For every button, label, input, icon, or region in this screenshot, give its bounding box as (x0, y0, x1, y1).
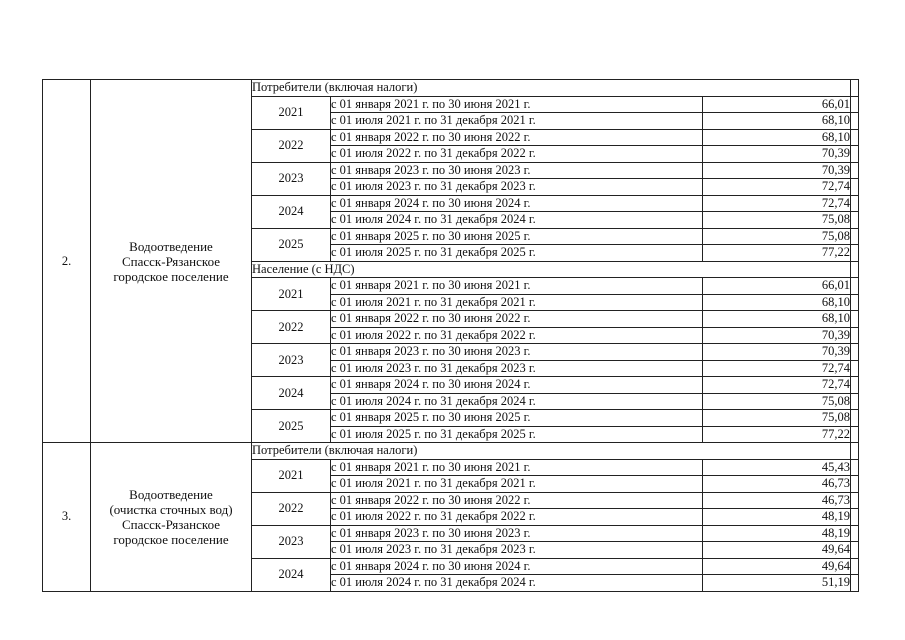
year-cell: 2021 (252, 96, 331, 129)
tariff-value: 75,08 (703, 410, 851, 427)
period-cell: с 01 января 2021 г. по 30 июня 2021 г. (331, 459, 703, 476)
section-name-line: (очистка сточных вод) (109, 501, 233, 517)
section-name-line: городское поселение (113, 268, 229, 284)
edge-spacer (851, 476, 859, 493)
year-cell: 2021 (252, 459, 331, 492)
edge-spacer (851, 146, 859, 163)
edge-spacer (851, 113, 859, 130)
edge-spacer (851, 212, 859, 229)
edge-spacer (851, 360, 859, 377)
tariff-table (42, 79, 859, 592)
tariff-value: 68,10 (703, 311, 851, 328)
edge-spacer (851, 129, 859, 146)
edge-spacer (851, 459, 859, 476)
edge-spacer (851, 96, 859, 113)
period-cell: с 01 января 2025 г. по 30 июня 2025 г. (331, 410, 703, 427)
edge-spacer (851, 278, 859, 295)
section-number: 3. (43, 443, 91, 592)
tariff-value: 51,19 (703, 575, 851, 592)
group-heading-row (43, 80, 859, 97)
tariff-value: 72,74 (703, 179, 851, 196)
period-cell: с 01 июля 2023 г. по 31 декабря 2023 г. (331, 542, 703, 559)
period-cell: с 01 июля 2024 г. по 31 декабря 2024 г. (331, 393, 703, 410)
edge-spacer (851, 410, 859, 427)
period-cell: с 01 июля 2024 г. по 31 декабря 2024 г. (331, 575, 703, 592)
period-cell: с 01 января 2022 г. по 30 июня 2022 г. (331, 492, 703, 509)
edge-spacer (851, 162, 859, 179)
section-name-line: Водоотведение (129, 486, 213, 502)
tariff-value: 77,22 (703, 245, 851, 262)
period-cell: с 01 июля 2023 г. по 31 декабря 2023 г. (331, 360, 703, 377)
period-cell: с 01 января 2023 г. по 30 июня 2023 г. (331, 344, 703, 361)
period-cell: с 01 января 2022 г. по 30 июня 2022 г. (331, 311, 703, 328)
period-cell: с 01 января 2024 г. по 30 июня 2024 г. (331, 195, 703, 212)
edge-spacer (851, 377, 859, 394)
group-heading: Потребители (включая налоги) (252, 80, 851, 97)
period-cell: с 01 июля 2021 г. по 31 декабря 2021 г. (331, 476, 703, 493)
tariff-value: 46,73 (703, 476, 851, 493)
tariff-value: 66,01 (703, 96, 851, 113)
year-cell: 2024 (252, 377, 331, 410)
year-cell: 2022 (252, 492, 331, 525)
section-number: 2. (43, 80, 91, 443)
edge-spacer (851, 509, 859, 526)
year-cell: 2024 (252, 558, 331, 591)
section-name-line: городское поселение (113, 531, 229, 547)
period-cell: с 01 июля 2023 г. по 31 декабря 2023 г. (331, 179, 703, 196)
period-cell: с 01 июля 2025 г. по 31 декабря 2025 г. (331, 245, 703, 262)
edge-spacer (851, 542, 859, 559)
period-cell: с 01 января 2021 г. по 30 июня 2021 г. (331, 278, 703, 295)
year-cell: 2023 (252, 162, 331, 195)
tariff-value: 49,64 (703, 558, 851, 575)
section-name (91, 80, 252, 443)
period-cell: с 01 января 2023 г. по 30 июня 2023 г. (331, 525, 703, 542)
tariff-value: 68,10 (703, 294, 851, 311)
tariff-value: 68,10 (703, 113, 851, 130)
section-name-line: Водоотведение (129, 238, 213, 254)
group-heading-row (43, 443, 859, 460)
tariff-value: 72,74 (703, 360, 851, 377)
edge-spacer (851, 426, 859, 443)
edge-spacer (851, 344, 859, 361)
tariff-value: 70,39 (703, 162, 851, 179)
period-cell: с 01 июля 2022 г. по 31 декабря 2022 г. (331, 146, 703, 163)
tariff-value: 70,39 (703, 344, 851, 361)
section-name (91, 443, 252, 592)
edge-spacer (851, 492, 859, 509)
edge-spacer (851, 327, 859, 344)
period-cell: с 01 июля 2024 г. по 31 декабря 2024 г. (331, 212, 703, 229)
period-cell: с 01 января 2025 г. по 30 июня 2025 г. (331, 228, 703, 245)
edge-spacer (851, 261, 859, 278)
tariff-value: 75,08 (703, 212, 851, 229)
edge-spacer (851, 228, 859, 245)
tariff-value: 45,43 (703, 459, 851, 476)
period-cell: с 01 июля 2022 г. по 31 декабря 2022 г. (331, 509, 703, 526)
period-cell: с 01 июля 2021 г. по 31 декабря 2021 г. (331, 113, 703, 130)
group-heading: Потребители (включая налоги) (252, 443, 851, 460)
year-cell: 2025 (252, 410, 331, 443)
group-heading: Население (с НДС) (252, 261, 851, 278)
edge-spacer (851, 245, 859, 262)
period-cell: с 01 января 2021 г. по 30 июня 2021 г. (331, 96, 703, 113)
section-name-line: Спасск-Рязанское (121, 253, 220, 269)
year-cell: 2022 (252, 311, 331, 344)
section-name-line: Спасск-Рязанское (121, 516, 220, 532)
period-cell: с 01 июля 2025 г. по 31 декабря 2025 г. (331, 426, 703, 443)
year-cell: 2023 (252, 344, 331, 377)
year-cell: 2022 (252, 129, 331, 162)
edge-spacer (851, 558, 859, 575)
period-cell: с 01 января 2022 г. по 30 июня 2022 г. (331, 129, 703, 146)
year-cell: 2024 (252, 195, 331, 228)
tariff-value: 48,19 (703, 525, 851, 542)
edge-spacer (851, 393, 859, 410)
period-cell: с 01 января 2024 г. по 30 июня 2024 г. (331, 558, 703, 575)
edge-spacer (851, 575, 859, 592)
tariff-value: 68,10 (703, 129, 851, 146)
edge-spacer (851, 80, 859, 97)
tariff-value: 66,01 (703, 278, 851, 295)
tariff-value: 70,39 (703, 146, 851, 163)
year-cell: 2021 (252, 278, 331, 311)
period-cell: с 01 июля 2021 г. по 31 декабря 2021 г. (331, 294, 703, 311)
edge-spacer (851, 179, 859, 196)
tariff-value: 77,22 (703, 426, 851, 443)
tariff-value: 75,08 (703, 393, 851, 410)
tariff-value: 72,74 (703, 377, 851, 394)
edge-spacer (851, 195, 859, 212)
tariff-value: 72,74 (703, 195, 851, 212)
edge-spacer (851, 294, 859, 311)
year-cell: 2023 (252, 525, 331, 558)
period-cell: с 01 июля 2022 г. по 31 декабря 2022 г. (331, 327, 703, 344)
tariff-value: 75,08 (703, 228, 851, 245)
tariff-value: 70,39 (703, 327, 851, 344)
edge-spacer (851, 525, 859, 542)
edge-spacer (851, 311, 859, 328)
edge-spacer (851, 443, 859, 460)
period-cell: с 01 января 2024 г. по 30 июня 2024 г. (331, 377, 703, 394)
tariff-value: 49,64 (703, 542, 851, 559)
year-cell: 2025 (252, 228, 331, 261)
period-cell: с 01 января 2023 г. по 30 июня 2023 г. (331, 162, 703, 179)
tariff-value: 48,19 (703, 509, 851, 526)
tariff-value: 46,73 (703, 492, 851, 509)
